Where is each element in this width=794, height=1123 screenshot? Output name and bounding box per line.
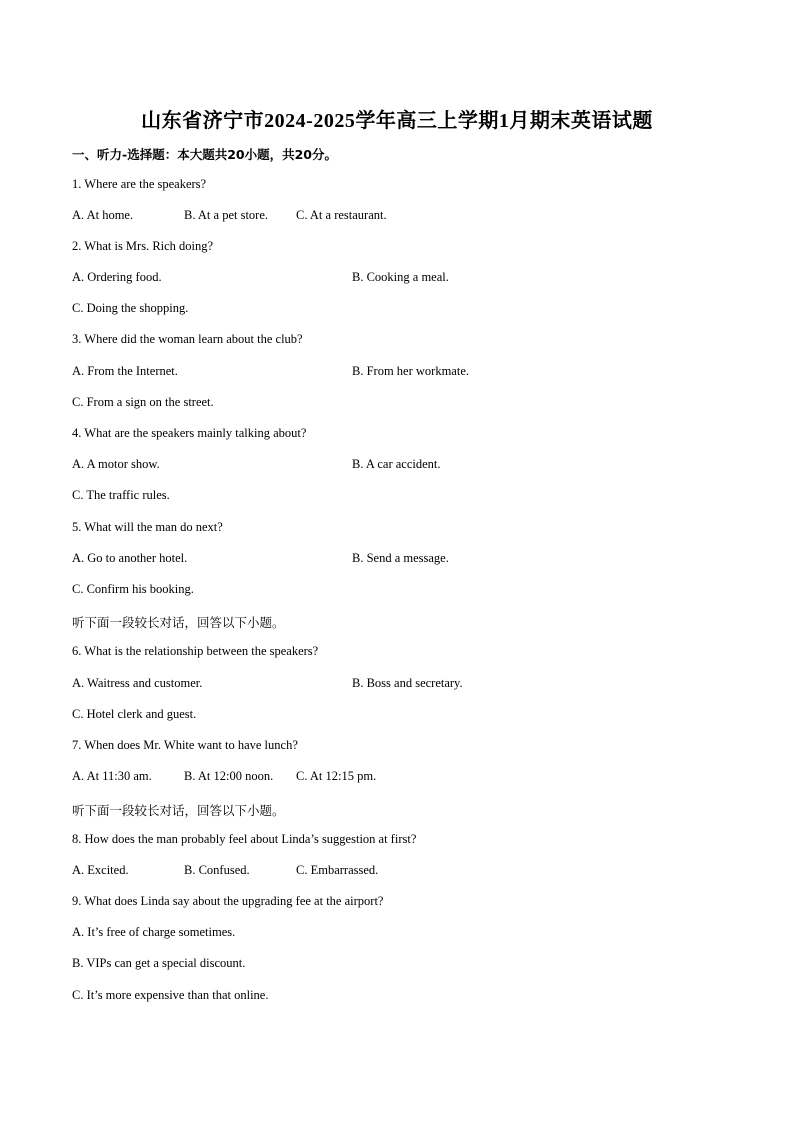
q8-option-c: C. Embarrassed. xyxy=(296,863,379,877)
q3-option-b: B. From her workmate. xyxy=(352,364,469,378)
q8-option-a: A. Excited. xyxy=(72,863,129,877)
question-1: 1. Where are the speakers? xyxy=(72,177,207,191)
q5-option-a: A. Go to another hotel. xyxy=(72,551,188,565)
q7-option-b: B. At 12:00 noon. xyxy=(184,769,274,783)
q1-option-a: A. At home. xyxy=(72,208,134,222)
question-7: 7. When does Mr. White want to have lunch? xyxy=(72,738,298,752)
page-title: 山东省济宁市2024-2025学年高三上学期1月期末英语试题 xyxy=(141,110,653,132)
question-3: 3. Where did the woman learn about the club? xyxy=(72,332,303,346)
question-4: 4. What are the speakers mainly talking about? xyxy=(72,426,307,440)
q1-option-b: B. At a pet store. xyxy=(184,208,269,222)
q2-option-c: C. Doing the shopping. xyxy=(72,301,189,315)
q3-option-a: A. From the Internet. xyxy=(72,364,178,378)
q3-option-c: C. From a sign on the street. xyxy=(72,395,214,409)
question-6: 6. What is the relationship between the speakers? xyxy=(72,644,319,658)
q4-option-b: B. A car accident. xyxy=(352,457,441,471)
question-5: 5. What will the man do next? xyxy=(72,520,223,534)
question-8: 8. How does the man probably feel about Linda’s suggestion at first? xyxy=(72,832,417,846)
q4-option-c: C. The traffic rules. xyxy=(72,488,170,502)
section-heading: 一、听力-选择题：本大题共20小题，共20分。 xyxy=(72,147,337,162)
q4-option-a: A. A motor show. xyxy=(72,457,160,471)
q9-option-a: A. It’s free of charge sometimes. xyxy=(72,925,236,939)
q9-option-b: B. VIPs can get a special discount. xyxy=(72,956,246,970)
q9-option-c: C. It’s more expensive than that online. xyxy=(72,988,269,1002)
q2-option-a: A. Ordering food. xyxy=(72,270,162,284)
q7-option-c: C. At 12:15 pm. xyxy=(296,769,377,783)
q1-option-c: C. At a restaurant. xyxy=(296,208,387,222)
q6-option-c: C. Hotel clerk and guest. xyxy=(72,707,197,721)
q5-option-b: B. Send a message. xyxy=(352,551,449,565)
question-9: 9. What does Linda say about the upgrading fee at the airport? xyxy=(72,894,384,908)
q8-option-b: B. Confused. xyxy=(184,863,250,877)
instruction-long-dialogue-2: 听下面一段较长对话，回答以下小题。 xyxy=(72,803,285,818)
q7-option-a: A. At 11:30 am. xyxy=(72,769,152,783)
q6-option-b: B. Boss and secretary. xyxy=(352,676,463,690)
q5-option-c: C. Confirm his booking. xyxy=(72,582,194,596)
question-2: 2. What is Mrs. Rich doing? xyxy=(72,239,214,253)
q6-option-a: A. Waitress and customer. xyxy=(72,676,203,690)
instruction-long-dialogue-1: 听下面一段较长对话，回答以下小题。 xyxy=(72,615,285,630)
q2-option-b: B. Cooking a meal. xyxy=(352,270,449,284)
